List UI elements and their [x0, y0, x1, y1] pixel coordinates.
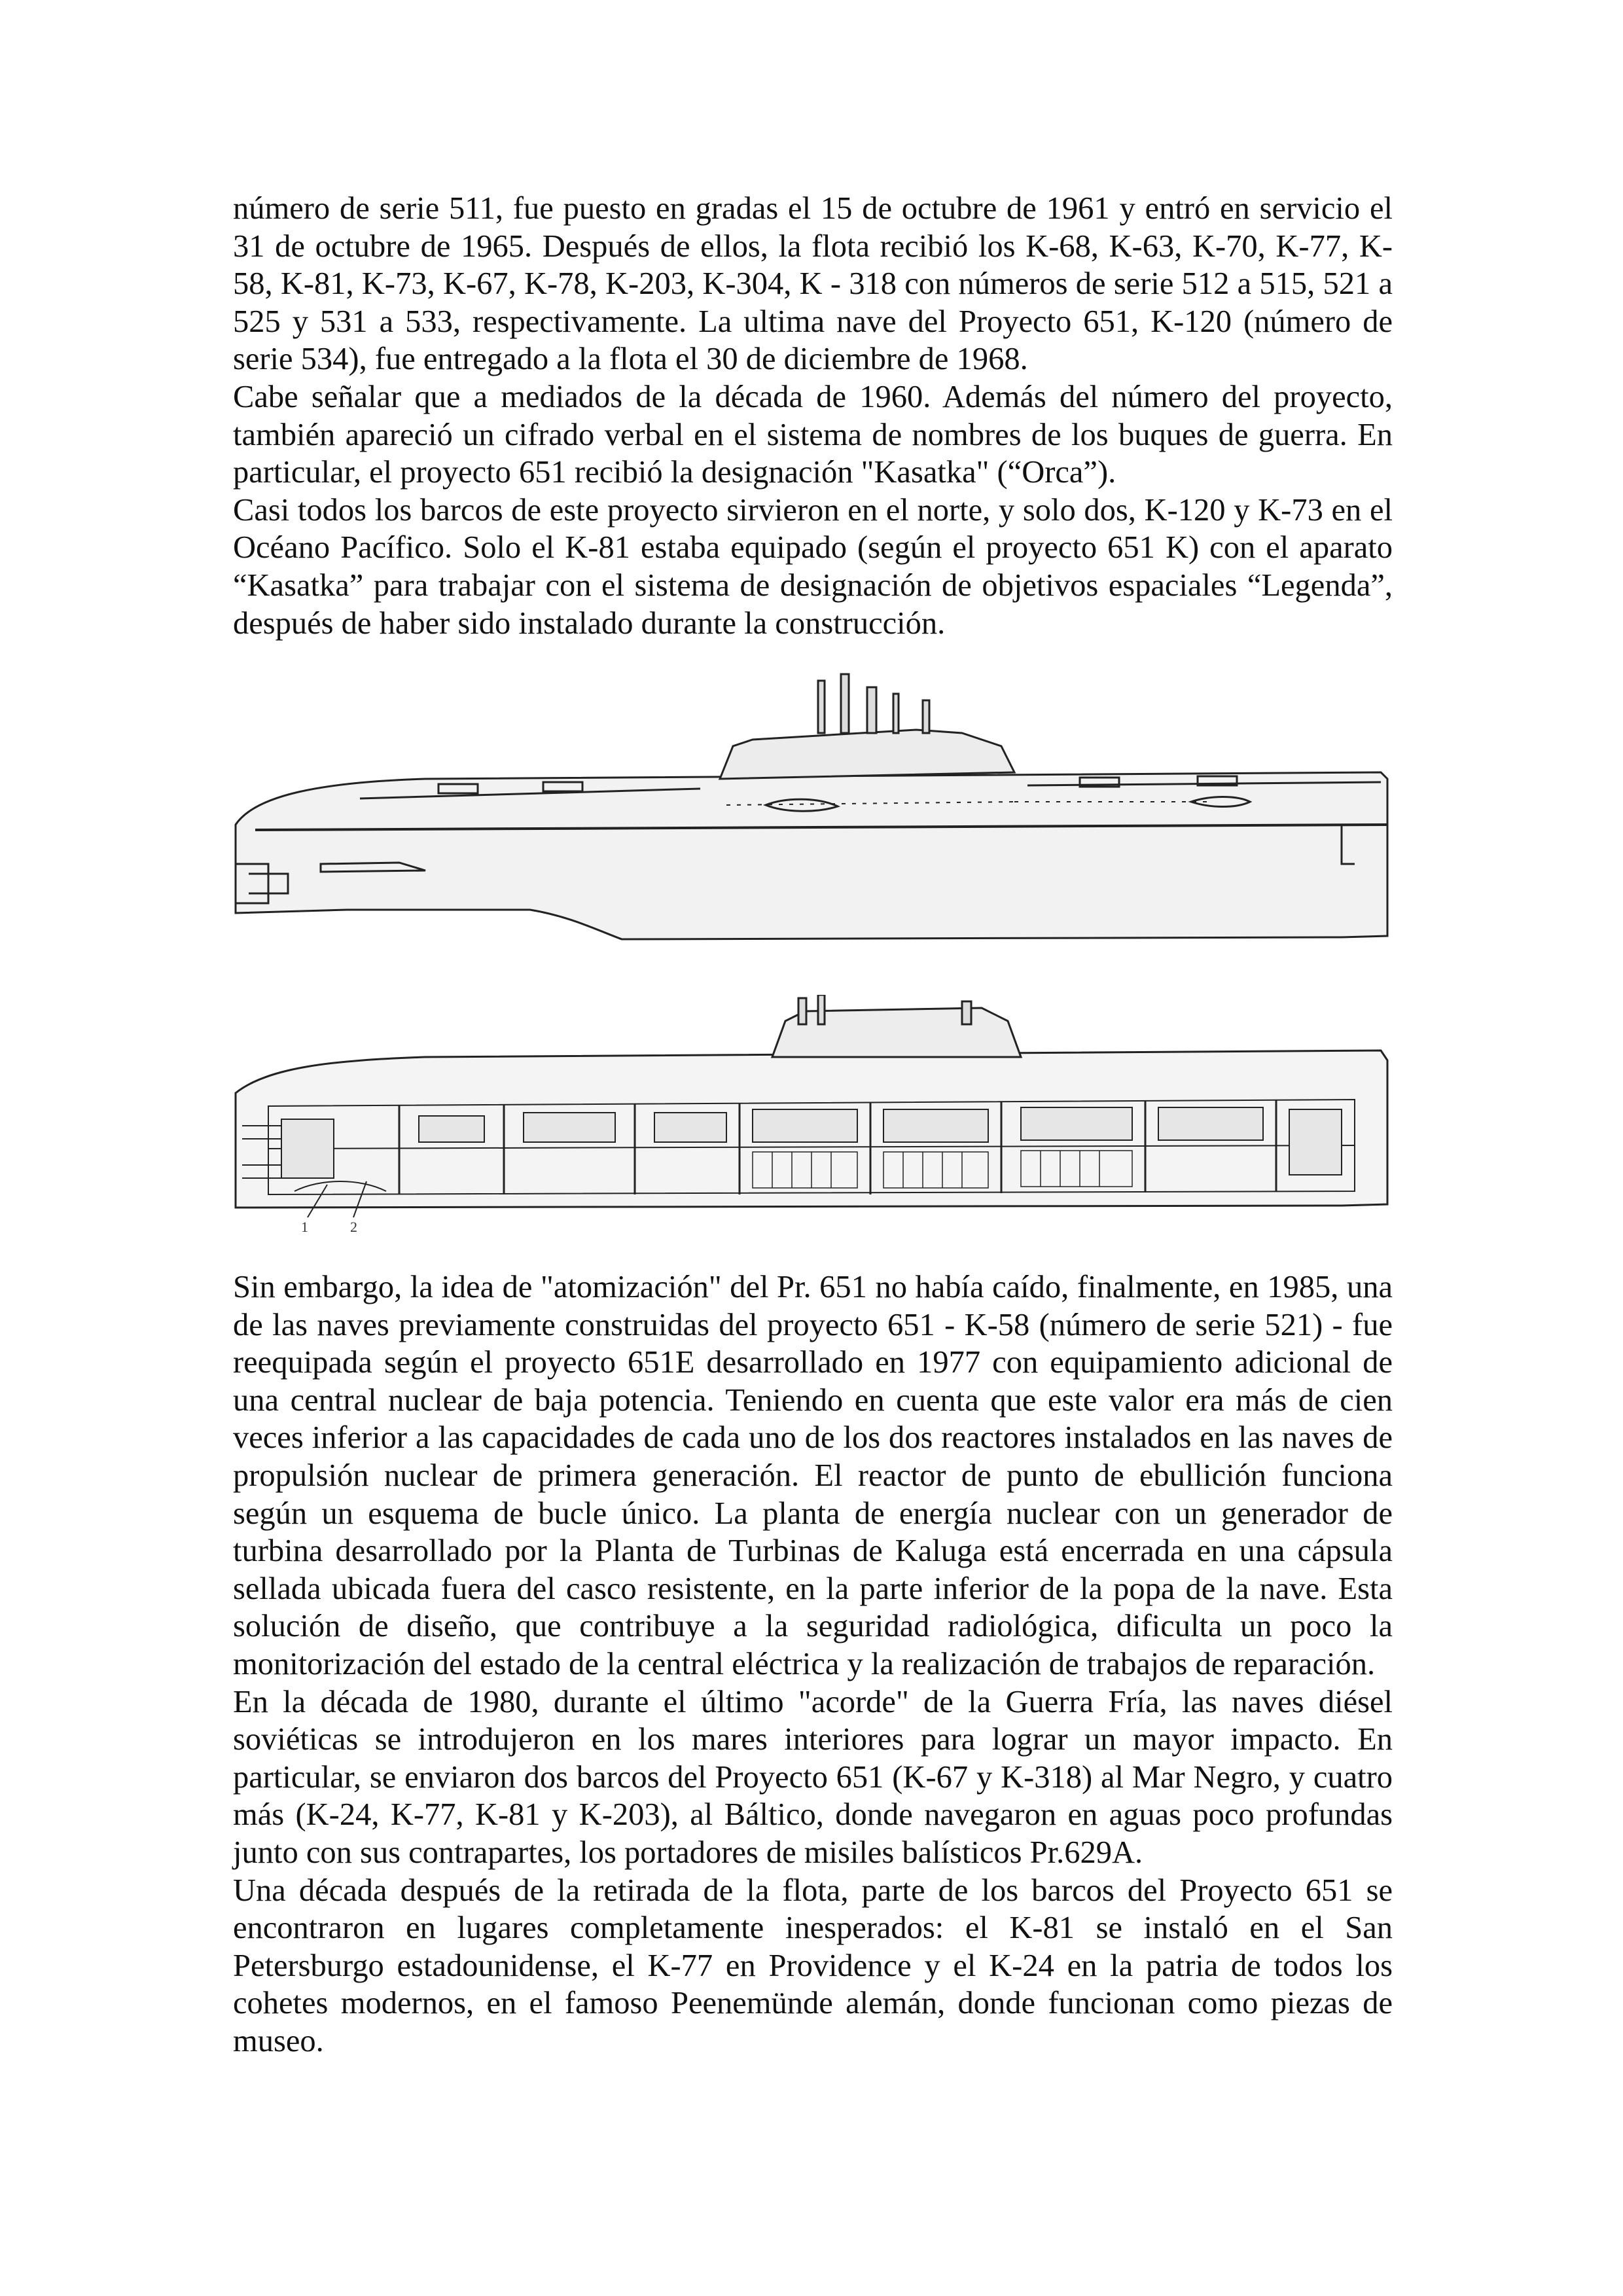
submarine-cutaway-figure [229, 995, 1400, 1237]
paragraph: Sin embargo, la idea de "atomización" del Pr. 651 no había caído, finalmente, en 1985, una de las naves previamente construidas del proyecto 651 - K-58 (número de serie 521) - fue reequipada según el proyecto 651E desarrollado en 1977 con equipamiento adicional de una central nuclear de baja potencia. Teniendo en cuenta que este valor era más de cien veces inferior a las capacidades de cada uno de los dos reactores instalados en las naves de propulsión nuclear de primera generación. El reactor de punto de ebullición funciona según un esquema de bucle único. La planta de energía nuclear con un generador de turbina desarrollado por la Planta de Turbinas de Kaluga está encerrada en una cápsula sellada ubicada fuera del casco resistente, en la parte inferior de la popa de la nave. Esta solución de diseño, que contribuye a la seguridad radiológica, dificulta un poco la monitorización del estado de la central eléctrica y la realización de trabajos de reparación. [233, 1270, 1393, 1681]
submarine-side-view-figure [229, 668, 1400, 949]
figure-label-2: 2 [350, 1219, 357, 1235]
paragraph: Cabe señalar que a mediados de la década de 1960. Además del número del proyecto, también apareció un cifrado verbal en el sistema de nombres de los buques de guerra. En particular, el proyecto 651 recibió la designación "Kasatka" (“Orca”). [233, 379, 1393, 490]
paragraph: Casi todos los barcos de este proyecto sirvieron en el norte, y solo dos, K-120 y K-73 en el Océano Pacífico. Solo el K-81 estaba equipado (según el proyecto 651 K) con el aparato “Kasatka” para trabajar con el sistema de designación de objetivos espaciales “Legenda”, después de haber sido instalado durante la construcción. [233, 492, 1393, 641]
paragraph: Una década después de la retirada de la flota, parte de los barcos del Proyecto 651 se encontraron en lugares completamente inesperados: el K-81 se instaló en el San Petersburgo estadounidense, el K-77 en Providence y el K-24 en la patria de todos los cohetes modernos, en el famoso Peenemünde alemán, donde funcionan como piezas de museo. [233, 1873, 1393, 2058]
paragraph: número de serie 511, fue puesto en gradas el 15 de octubre de 1961 y entró en servicio el 31 de octubre de 1965. Después de ellos, la flota recibió los K-68, K-63, K-70, K-77, K-58, K-81, K-73, K-67, K-78, K-203, K-304, K - 318 con números de serie 512 a 515, 521 a 525 y 531 a 533, respectivamente. La ultima nave del Proyecto 651, K-120 (número de serie 534), fue entregado a la flota el 30 de diciembre de 1968. [233, 191, 1393, 377]
paragraph: En la década de 1980, durante el último "acorde" de la Guerra Fría, las naves diésel soviéticas se introdujeron en los mares interiores para lograr un mayor impacto. En particular, se enviaron dos barcos del Proyecto 651 (K-67 y K-318) al Mar Negro, y cuatro más (K-24, K-77, K-81 y K-203), al Báltico, donde navegaron en aguas poco profundas junto con sus contrapartes, los portadores de misiles balísticos Pr.629A. [233, 1684, 1393, 1870]
submarine-side-view-drawing [229, 668, 1400, 949]
submarine-cutaway-drawing [229, 995, 1400, 1237]
text-block-top [233, 190, 1393, 642]
figure-label-1: 1 [301, 1219, 308, 1235]
text-block-bottom [233, 1268, 1393, 2060]
